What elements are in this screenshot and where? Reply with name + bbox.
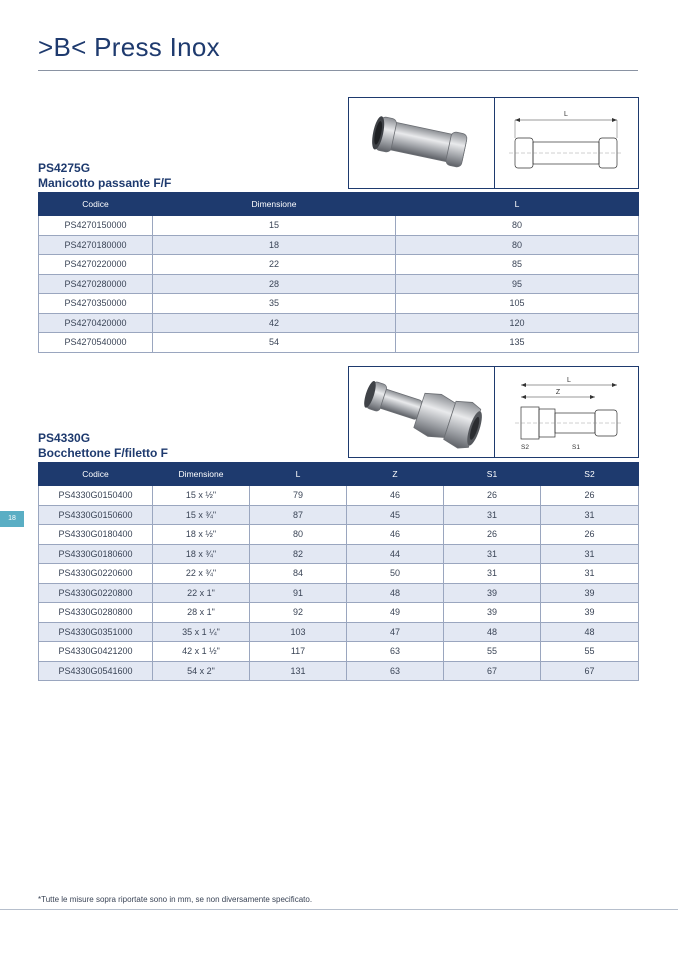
title-divider — [38, 70, 638, 71]
table-cell: 55 — [541, 642, 639, 662]
table-cell: 131 — [250, 661, 347, 681]
table-cell: 45 — [347, 505, 444, 525]
table-header-row — [39, 193, 639, 216]
table-cell: 28 x 1" — [153, 603, 250, 623]
page-number: 18 — [0, 511, 24, 527]
table-cell: 48 — [541, 622, 639, 642]
column-header: Dimensione — [153, 193, 396, 216]
table-row — [39, 313, 639, 333]
table-cell: PS4330G0421200 — [39, 642, 153, 662]
table-cell: 54 — [153, 333, 396, 353]
table-cell: 105 — [396, 294, 639, 314]
table-row — [39, 544, 639, 564]
table-cell: 39 — [444, 583, 541, 603]
column-header: Dimensione — [153, 463, 250, 486]
table-cell: 82 — [250, 544, 347, 564]
product-photo-bocchettone — [349, 367, 494, 457]
table-cell: 117 — [250, 642, 347, 662]
table-cell: PS4270180000 — [39, 235, 153, 255]
table-cell: PS4270350000 — [39, 294, 153, 314]
table-cell: 15 — [153, 216, 396, 236]
table-cell: 22 x ¾" — [153, 564, 250, 584]
product-image-box-ps4275g — [348, 97, 639, 189]
table-cell: 135 — [396, 333, 639, 353]
table-cell: 26 — [541, 525, 639, 545]
drawing-label-s2: S2 — [521, 444, 529, 451]
table-cell: 48 — [444, 622, 541, 642]
table-cell: 80 — [250, 525, 347, 545]
table-cell: 39 — [444, 603, 541, 623]
product-code-ps4275g: PS4275G — [38, 161, 91, 175]
table-cell: 79 — [250, 486, 347, 506]
table-row — [39, 661, 639, 681]
table-cell: 18 x ½" — [153, 525, 250, 545]
table-cell: 22 x 1" — [153, 583, 250, 603]
product-image-box-ps4330g — [348, 366, 639, 458]
table-cell: PS4330G0150400 — [39, 486, 153, 506]
table-cell: 63 — [347, 661, 444, 681]
table-row — [39, 505, 639, 525]
table-cell: 26 — [444, 486, 541, 506]
table-cell: PS4330G0351000 — [39, 622, 153, 642]
table-row — [39, 564, 639, 584]
table-row — [39, 235, 639, 255]
table-cell: 95 — [396, 274, 639, 294]
table-cell: 31 — [444, 544, 541, 564]
column-header: Codice — [39, 193, 153, 216]
table-cell: PS4270420000 — [39, 313, 153, 333]
table-cell: 47 — [347, 622, 444, 642]
table-cell: 63 — [347, 642, 444, 662]
table-cell: 35 — [153, 294, 396, 314]
table-cell: 18 — [153, 235, 396, 255]
footer-divider — [0, 909, 678, 910]
table-row — [39, 274, 639, 294]
page-title: >B< Press Inox — [38, 32, 220, 62]
column-header: Codice — [39, 463, 153, 486]
table-row — [39, 525, 639, 545]
table-cell: PS4270280000 — [39, 274, 153, 294]
table-cell: 35 x 1 ¼" — [153, 622, 250, 642]
drawing-label-z: Z — [555, 389, 561, 396]
table-cell: 22 — [153, 255, 396, 275]
table-cell: 31 — [541, 564, 639, 584]
table-cell: 44 — [347, 544, 444, 564]
column-header: Z — [347, 463, 444, 486]
table-cell: 26 — [541, 486, 639, 506]
table-cell: 31 — [444, 505, 541, 525]
product-photo-manicotto — [349, 98, 494, 188]
table-cell: PS4270150000 — [39, 216, 153, 236]
technical-drawing-manicotto — [495, 98, 638, 188]
table-cell: 31 — [444, 564, 541, 584]
table-cell: 15 x ½" — [153, 486, 250, 506]
table-row — [39, 294, 639, 314]
spec-table-ps4275g — [38, 192, 639, 353]
spec-table-ps4330g — [38, 462, 639, 681]
table-cell: 28 — [153, 274, 396, 294]
table-cell: 48 — [347, 583, 444, 603]
table-cell: 103 — [250, 622, 347, 642]
table-cell: 42 x 1 ½" — [153, 642, 250, 662]
table-cell: 46 — [347, 486, 444, 506]
drawing-label-l: L — [564, 111, 568, 118]
table-row — [39, 333, 639, 353]
table-cell: 80 — [396, 216, 639, 236]
table-row — [39, 255, 639, 275]
table-cell: 39 — [541, 603, 639, 623]
table-cell: 31 — [541, 544, 639, 564]
table-cell: 15 x ¾" — [153, 505, 250, 525]
table-cell: PS4330G0280800 — [39, 603, 153, 623]
table-cell: 42 — [153, 313, 396, 333]
table-cell: PS4270540000 — [39, 333, 153, 353]
table-cell: 80 — [396, 235, 639, 255]
table-row — [39, 583, 639, 603]
table-cell: 46 — [347, 525, 444, 545]
table-cell: PS4330G0150600 — [39, 505, 153, 525]
table-cell: 84 — [250, 564, 347, 584]
drawing-label-l: L — [567, 377, 571, 384]
table-cell: 67 — [444, 661, 541, 681]
table-cell: 54 x 2" — [153, 661, 250, 681]
table-row — [39, 603, 639, 623]
table-cell: 39 — [541, 583, 639, 603]
column-header: S1 — [444, 463, 541, 486]
table-cell: 85 — [396, 255, 639, 275]
table-row — [39, 486, 639, 506]
product-name-ps4275g: Manicotto passante F/F — [38, 176, 172, 190]
product-name-ps4330g: Bocchettone F/filetto F — [38, 446, 168, 460]
table-cell: PS4330G0541600 — [39, 661, 153, 681]
table-cell: PS4330G0180600 — [39, 544, 153, 564]
table-cell: 31 — [541, 505, 639, 525]
table-cell: 92 — [250, 603, 347, 623]
table-cell: 91 — [250, 583, 347, 603]
table-cell: 18 x ¾" — [153, 544, 250, 564]
table-cell: 49 — [347, 603, 444, 623]
table-row — [39, 642, 639, 662]
table-row — [39, 622, 639, 642]
table-cell: 55 — [444, 642, 541, 662]
technical-drawing-bocchettone — [495, 367, 638, 457]
product-code-ps4330g: PS4330G — [38, 431, 91, 445]
column-header: S2 — [541, 463, 639, 486]
table-cell: PS4330G0180400 — [39, 525, 153, 545]
table-header-row — [39, 463, 639, 486]
table-cell: 87 — [250, 505, 347, 525]
table-cell: PS4270220000 — [39, 255, 153, 275]
table-cell: 67 — [541, 661, 639, 681]
table-cell: 120 — [396, 313, 639, 333]
table-row — [39, 216, 639, 236]
table-cell: PS4330G0220800 — [39, 583, 153, 603]
table-cell: 50 — [347, 564, 444, 584]
column-header: L — [396, 193, 639, 216]
footnote: *Tutte le misure sopra riportate sono in mm, se non diversamente specificato. — [38, 895, 313, 904]
table-cell: 26 — [444, 525, 541, 545]
drawing-label-s1: S1 — [572, 444, 580, 451]
table-cell: PS4330G0220600 — [39, 564, 153, 584]
column-header: L — [250, 463, 347, 486]
